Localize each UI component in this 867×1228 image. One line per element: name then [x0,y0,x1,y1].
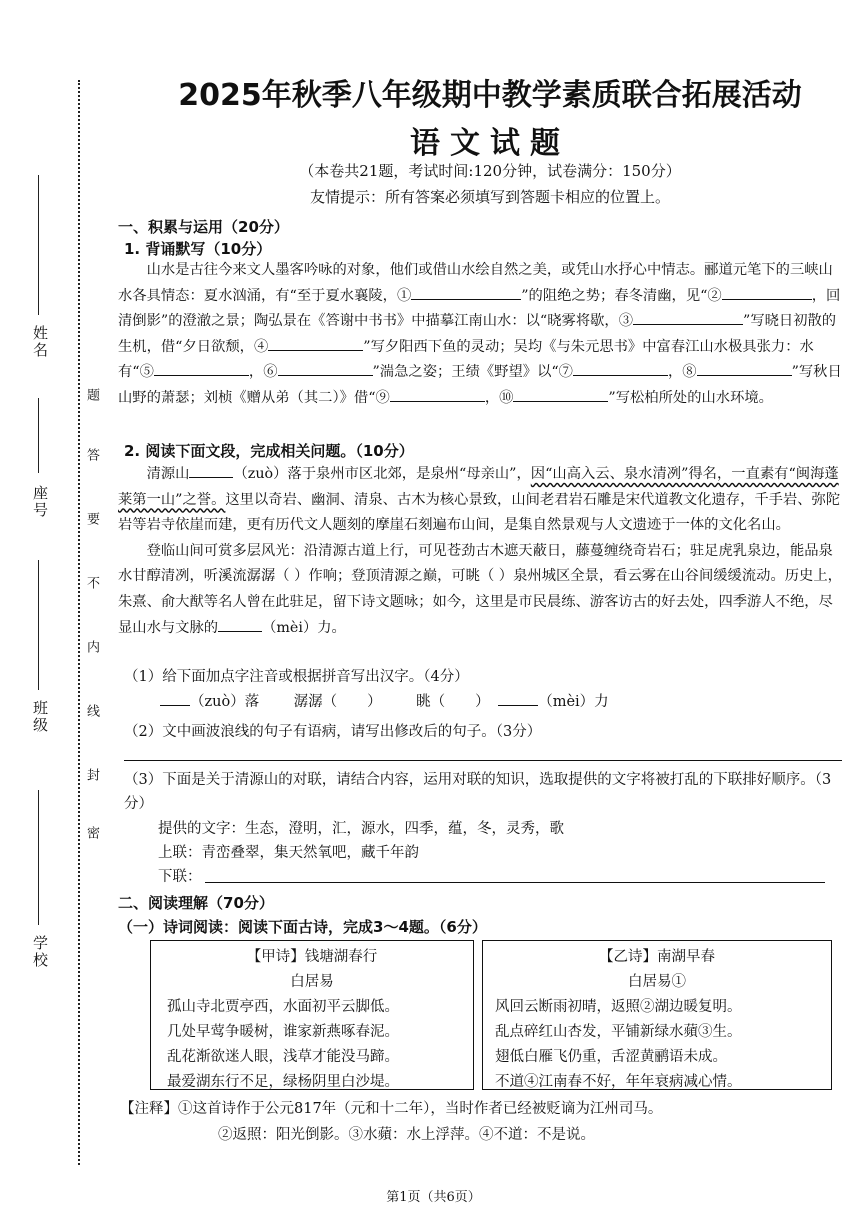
answer-blank[interactable] [278,361,373,376]
answer-blank[interactable] [268,336,363,351]
class-label: 班级 [31,700,49,734]
exam-info: （本卷共21题，考试时间:120分钟，试卷满分：150分） [299,162,681,180]
binding-dotted-line [78,80,80,1165]
question-1-heading: 1. 背诵默写（10分） [124,240,272,258]
answer-blank[interactable] [513,387,608,402]
poem-b-title: 【乙诗】南湖早春 [599,949,715,965]
answer-blank[interactable] [722,285,812,300]
poem-a-box [150,940,474,1090]
class-field[interactable] [38,560,39,690]
name-label: 姓名 [31,325,49,359]
seal-char: 内 [84,640,99,653]
question-2-sub2: （2）文中画波浪线的句子有语病，请写出修改后的句子。（3分） [124,724,542,740]
poem-a-author: 白居易 [290,974,334,990]
poem-notes-1: 【注释】①这首诗作于公元817年（元和十二年），当时作者已经被贬谪为江州司马。 [120,1101,663,1117]
page-footer: 第1页（共6页） [386,1190,481,1205]
section-heading-1: 一、积累与运用（20分） [118,218,289,236]
school-label: 学校 [31,935,49,969]
answer-blank[interactable] [160,691,190,706]
question-2-heading: 2. 阅读下面文段，完成相关问题。（10分） [124,442,414,460]
answer-line[interactable] [205,882,825,883]
poem-a-line: 几处早莺争暖树，谁家新燕啄春泥。 [167,1024,399,1040]
answer-line[interactable] [124,760,842,761]
poetry-subheading: （一）诗词阅读：阅读下面古诗，完成3～4题。（6分） [118,918,487,936]
seal-char: 答 [84,448,99,461]
question-2-passage: 清源山 （zuò）落于泉州市区北郊，是泉州“母亲山”，因“山高入云、泉水清冽”得名，一直素有“闽海蓬莱第一山”之誉。这里以奇岩、幽洞、清泉、古木为核心景致，山间老君岩石雕是宋代道教文化遗存，千手岩、弥陀岩等岩寺依崖而建，更有历代文人题刻的摩崖石刻遍布山间，是集自然景观与人文遗迹于一体的文化名山。 登临山间可赏多层风光：沿清源古道上行，可见苍劲古木遮天蔽日，藤蔓缠绕奇岩石；驻足虎乳泉边，能品泉水甘醇清冽，听溪流潺潺（ ）作响；登顶清源之巅，可眺（ ）泉州城区全景，看云雾在山谷间缓缓流动。历史上，朱熹、俞大猷等名人曾在此驻足，留下诗文题咏；如今，这里是市民晨练、游客访古的好去处，四季游人不绝，尽显山水与文脉的 （mèi）力。 [118,462,843,641]
seal-char: 要 [84,512,99,525]
answer-blank[interactable] [154,361,249,376]
poem-b-author: 白居易① [628,974,686,990]
seal-char: 不 [84,576,99,589]
answer-blank[interactable] [218,617,262,632]
question-2-sub3-words: 提供的文字：生态，澄明，汇，源水，四季，蕴，冬，灵秀，歌 [158,821,564,837]
poem-a-line: 乱花渐欲迷人眼，浅草才能没马蹄。 [167,1049,399,1065]
couplet-lower: 下联： [158,869,202,885]
poem-b-line: 风回云断雨初晴，返照②湖边暖复明。 [495,999,742,1015]
question-2-sub3: （3）下面是关于清源山的对联，请结合内容，运用对联的知识，选取提供的文字将被打乱的下联排好顺序。（3分） [124,772,832,812]
poem-b-line: 不道④江南春不好，年年衰病减心情。 [495,1074,742,1090]
answer-blank[interactable] [390,387,485,402]
question-2-sub1-answers: （zuò）落 潺潺（ ） 眺（ ） （mèi）力 [160,690,867,714]
answer-blank[interactable] [189,463,233,478]
answer-blank[interactable] [337,692,367,706]
answer-blank[interactable] [445,692,475,706]
seal-char: 题 [84,388,99,401]
subject-title: 语文试题 [410,126,570,161]
answer-blank[interactable] [697,361,792,376]
wavy-sentence: 因“山高入云、泉水清冽”得名，一直素有“闽海蓬莱第一山”之誉。 [118,466,839,508]
couplet-upper: 上联：青峦叠翠，集天然氧吧，藏千年韵 [158,845,419,861]
poem-b-box [482,940,832,1090]
seat-label: 座号 [31,485,49,519]
school-field[interactable] [38,790,39,925]
poem-a-line: 最爱湖东行不足，绿杨阴里白沙堤。 [167,1074,399,1090]
poem-notes-2: ②返照：阳光倒影。③水蘋：水上浮萍。④不道：不是说。 [218,1127,595,1143]
question-1-text: 山水是古往今来文人墨客吟咏的对象，他们或借山水绘自然之美，或凭山水抒心中情志。郦道元笔下的三峡山水各具情态：夏水汹涌，有“至于夏水襄陵，① ”的阻绝之势；春冬清幽，见“② ，回清倒影”的澄澈之景；陶弘景在《答谢中书书》中描摹江南山水：以“晓雾将歇，③ ”写晓日初散的生机，借“夕日欲颓，④ ”写夕阳西下鱼的灵动；吴均《与朱元思书》中富春江山水极具张力：水有“⑤ ，⑥ ”湍急之姿；王绩《野望》以“⑦ ，⑧ ”写秋日山野的萧瑟；刘桢《赠从弟（其二）》借“⑨ ，⑩ ”写松柏所处的山水环境。 [118,262,842,406]
poem-b-line: 乱点碎红山杏发，平铺新绿水蘋③生。 [495,1024,742,1040]
seal-char: 密 [84,826,99,839]
answer-blank[interactable] [498,691,538,706]
seat-field[interactable] [38,398,39,473]
exam-title: 2025年秋季八年级期中教学素质联合拓展活动 [178,78,802,113]
poem-b-line: 翅低白雁飞仍重，舌涩黄鹂语未成。 [495,1049,727,1065]
seal-char: 线 [84,704,99,717]
question-2-sub1: （1）给下面加点字注音或根据拼音写出汉字。（4分） [124,669,469,685]
seal-char: 封 [84,768,99,781]
poem-a-title: 【甲诗】钱塘湖春行 [246,949,378,965]
answer-blank[interactable] [573,361,668,376]
answer-blank[interactable] [411,285,521,300]
poem-a-line: 孤山寺北贾亭西，水面初平云脚低。 [167,999,399,1015]
section-heading-2: 二、阅读理解（70分） [118,894,274,912]
answer-blank[interactable] [633,310,743,325]
exam-tip: 友情提示：所有答案必须填写到答题卡相应的位置上。 [309,188,670,206]
name-field[interactable] [38,175,39,315]
